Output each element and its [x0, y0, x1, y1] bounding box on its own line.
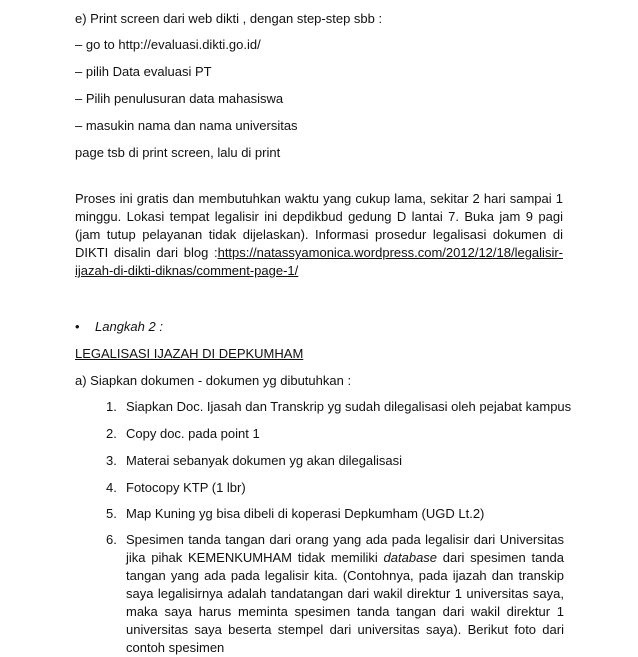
list-number: 3. [106, 453, 117, 468]
list-number: 5. [106, 506, 117, 521]
list-item [106, 531, 564, 657]
list-text: Materai sebanyak dokumen yg akan dilegalisasi [126, 453, 403, 468]
list-item [106, 479, 246, 496]
step-item: – go to http://evaluasi.dikti.go.id/ [75, 37, 261, 52]
specimen-text-part2: dari spesimen tanda tangan yang ada pada legalisir kita. (Contohnya, pada ijazah dan transkip saya legalisirnya adalah tandatangan dari wakil direktur 1 universitas saya, maka saya harus meminta spesimen tanda tangan dari wakil direktur 1 universitas saya beserta stempel dari universitas saya). Berikut foto dari contoh spesimen [126, 550, 564, 655]
list-text: Fotocopy KTP (1 lbr) [126, 480, 246, 495]
step-item: – masukin nama dan nama universitas [75, 118, 298, 133]
list-item [106, 425, 260, 442]
section-title: LEGALISASI IJAZAH DI DEPKUMHAM [75, 346, 304, 361]
list-text: Siapkan Doc. Ijasah dan Transkrip yg sudah dilegalisasi oleh pejabat kampus [126, 399, 572, 414]
step-item: – pilih Data evaluasi PT [75, 64, 212, 79]
print-instruction: page tsb di print screen, lalu di print [75, 145, 281, 160]
specimen-text-part1: Spesimen tanda tangan dari orang yang ada pada legalisir dari Universitas jika pihak KEMENKUMHAM tidak memiliki [126, 532, 564, 565]
database-term: database [383, 550, 438, 565]
list-number: 6. [106, 532, 117, 547]
process-text: Proses ini gratis dan membutuhkan waktu yang cukup lama, sekitar 2 hari sampai 1 minggu. Lokasi tempat legalisir ini depdikbud gedung D lantai 7. Buka jam 9 pagi (jam tutup pelayanan tidak dijelaskan). Informasi prosedur legalisasi dokumen di DIKTI disalin dari blog : [75, 191, 563, 260]
langkah-label: Langkah 2 : [95, 319, 163, 334]
list-text: Copy doc. pada point 1 [126, 426, 260, 441]
list-number: 1. [106, 399, 117, 414]
list-number: 4. [106, 480, 117, 495]
process-paragraph [75, 190, 563, 280]
bullet-icon: • [75, 319, 80, 334]
print-screen-heading: e) Print screen dari web dikti , dengan step-step sbb : [75, 11, 383, 26]
list-number: 2. [106, 426, 117, 441]
list-item [106, 505, 484, 522]
list-text: Map Kuning yg bisa dibeli di koperasi Depkumham (UGD Lt.2) [126, 506, 485, 521]
step-item: – Pilih penulusuran data mahasiswa [75, 91, 284, 106]
documents-subheading: a) Siapkan dokumen - dokumen yg dibutuhkan : [75, 373, 352, 388]
list-text [126, 531, 564, 657]
list-item [106, 398, 571, 415]
blog-link[interactable]: https://natassyamonica.wordpress.com/2012/12/18/legalisir-ijazah-di-dikti-diknas/comment-page-1/ [75, 245, 563, 278]
list-item [106, 452, 402, 469]
